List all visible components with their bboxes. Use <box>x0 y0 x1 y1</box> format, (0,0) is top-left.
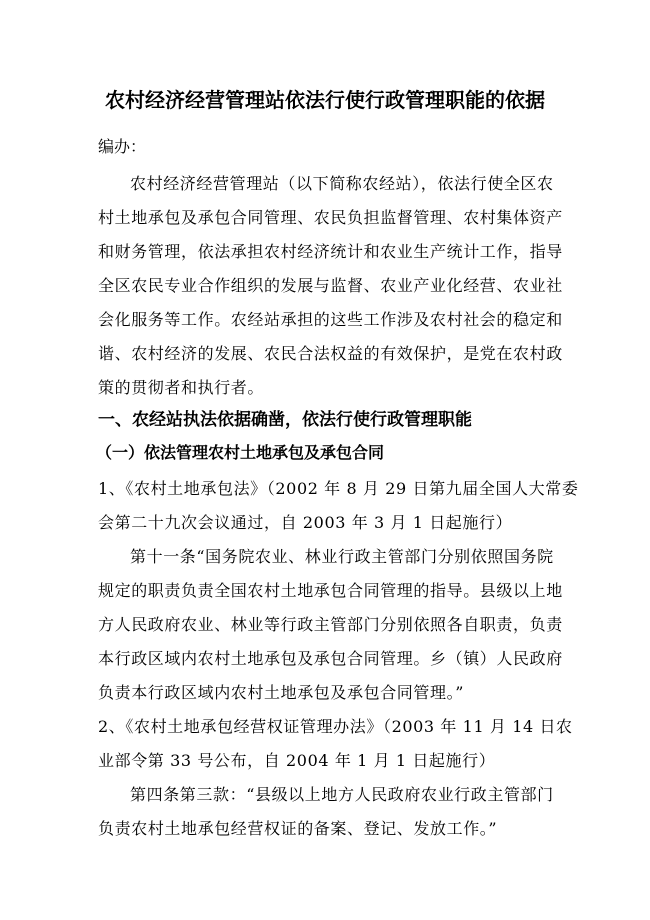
intro-line: 策的贯彻者和执行者。 <box>98 378 265 397</box>
intro-line: 农村经济经营管理站（以下简称农经站），依法行使全区农 <box>130 174 554 193</box>
law-citation <box>98 472 579 540</box>
intro-paragraph <box>98 167 563 405</box>
article-line: 第十一条“国务院农业、林业行政主管部门分别依照国务院 <box>130 547 554 566</box>
intro-line: 全区农民专业合作组织的发展与监督、农业产业化经营、农业社 <box>98 276 563 295</box>
document-title: 农村经济经营管理站依法行使行政管理职能的依据 <box>105 88 545 112</box>
intro-line: 村土地承包及承包合同管理、农民负担监督管理、农村集体资产 <box>98 208 563 227</box>
section-heading: 一、农经站执法依据确凿，依法行使行政管理职能 <box>98 410 472 430</box>
law-citation-line: 会第二十九次会议通过，自 2003 年 3 月 1 日起施行） <box>98 513 513 532</box>
article-paragraph <box>98 778 553 846</box>
law-citation <box>98 710 573 778</box>
intro-line: 谐、农村经济的发展、农民合法权益的有效保护，是党在农村政 <box>98 344 563 363</box>
intro-line: 和财务管理，依法承担农村经济统计和农业生产统计工作，指导 <box>98 242 563 261</box>
article-line: 第四条第三款：“县级以上地方人民政府农业行政主管部门 <box>130 785 554 804</box>
law-citation-line: 2、《农村土地承包经营权证管理办法》（2003 年 11 月 14 日农 <box>98 717 573 736</box>
article-line: 负责本行政区域内农村土地承包及承包合同管理。” <box>98 683 464 702</box>
editor-label: 编办： <box>98 137 147 156</box>
subsection-heading: （一）依法管理农村土地承包及承包合同 <box>96 443 385 462</box>
article-line: 负责农村土地承包经营权证的备案、登记、发放工作。” <box>98 819 498 838</box>
article-line: 方人民政府农业、林业等行政主管部门分别依照各自职责，负责 <box>98 615 563 634</box>
article-line: 本行政区域内农村土地承包及承包合同管理。乡（镇）人民政府 <box>98 649 563 668</box>
article-line: 规定的职责负责全国农村土地承包合同管理的指导。县级以上地 <box>98 581 563 600</box>
law-citation-line: 业部令第 33 号公布，自 2004 年 1 月 1 日起施行） <box>98 751 496 770</box>
article-paragraph <box>98 540 563 710</box>
intro-line: 会化服务等工作。农经站承担的这些工作涉及农村社会的稳定和 <box>98 310 563 329</box>
law-citation-line: 1、《农村土地承包法》（2002 年 8 月 29 日第九届全国人大常委 <box>98 479 579 498</box>
